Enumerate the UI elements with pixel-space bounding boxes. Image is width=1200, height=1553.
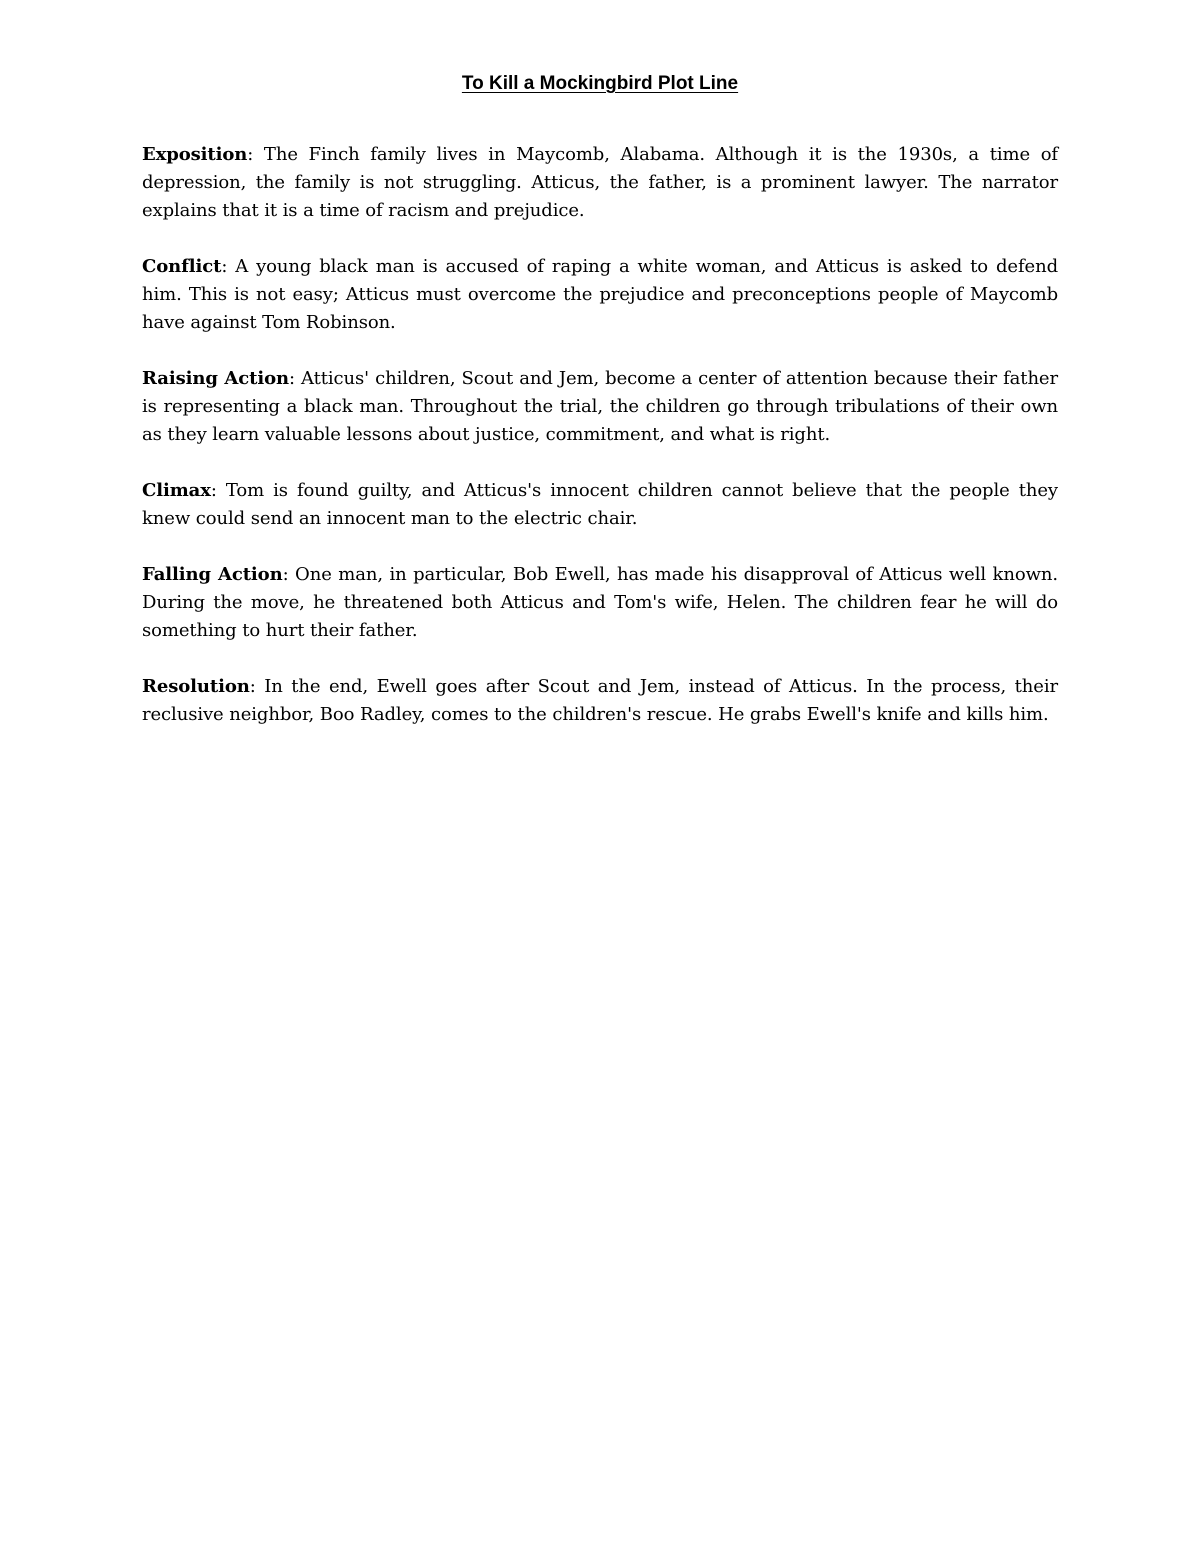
section-text: : The Finch family lives in Maycomb, Alabama. Although it is the 1930s, a time of depression, the family is not struggling. Atticus, the father, is a prominent lawyer. The narrator explains that it is a time of racism and prejudice. bbox=[142, 144, 1058, 221]
document-title: To Kill a Mockingbird Plot Line bbox=[461, 73, 739, 94]
document-page bbox=[142, 70, 1058, 757]
section-climax bbox=[142, 477, 1058, 533]
section-raising-action bbox=[142, 365, 1058, 449]
section-term: Falling Action bbox=[142, 564, 283, 585]
section-term: Resolution bbox=[142, 676, 250, 697]
section-resolution bbox=[142, 673, 1058, 729]
section-term: Raising Action bbox=[142, 368, 290, 389]
section-text: : In the end, Ewell goes after Scout and Jem, instead of Atticus. In the process, their reclusive neighbor, Boo Radley, comes to the children's rescue. He grabs Ewell's knife and kills him. bbox=[142, 676, 1058, 725]
section-conflict bbox=[142, 253, 1058, 337]
section-term: Climax bbox=[142, 480, 211, 501]
section-term: Exposition bbox=[142, 144, 248, 165]
section-text: : A young black man is accused of raping a white woman, and Atticus is asked to defend him. This is not easy; Atticus must overcome the prejudice and preconceptions people of Maycomb have against Tom Robinson. bbox=[142, 256, 1058, 333]
section-text: : Atticus' children, Scout and Jem, become a center of attention because their father is representing a black man. Throughout the trial, the children go through tribulations of their own as they learn valuable lessons about justice, commitment, and what is right. bbox=[142, 368, 1058, 445]
section-exposition bbox=[142, 141, 1058, 225]
section-term: Conflict bbox=[142, 256, 222, 277]
section-falling-action bbox=[142, 561, 1058, 645]
section-text: : Tom is found guilty, and Atticus's innocent children cannot believe that the people they knew could send an innocent man to the electric chair. bbox=[142, 480, 1058, 529]
section-text: : One man, in particular, Bob Ewell, has made his disapproval of Atticus well known. During the move, he threatened both Atticus and Tom's wife, Helen. The children fear he will do something to hurt their father. bbox=[142, 564, 1058, 641]
